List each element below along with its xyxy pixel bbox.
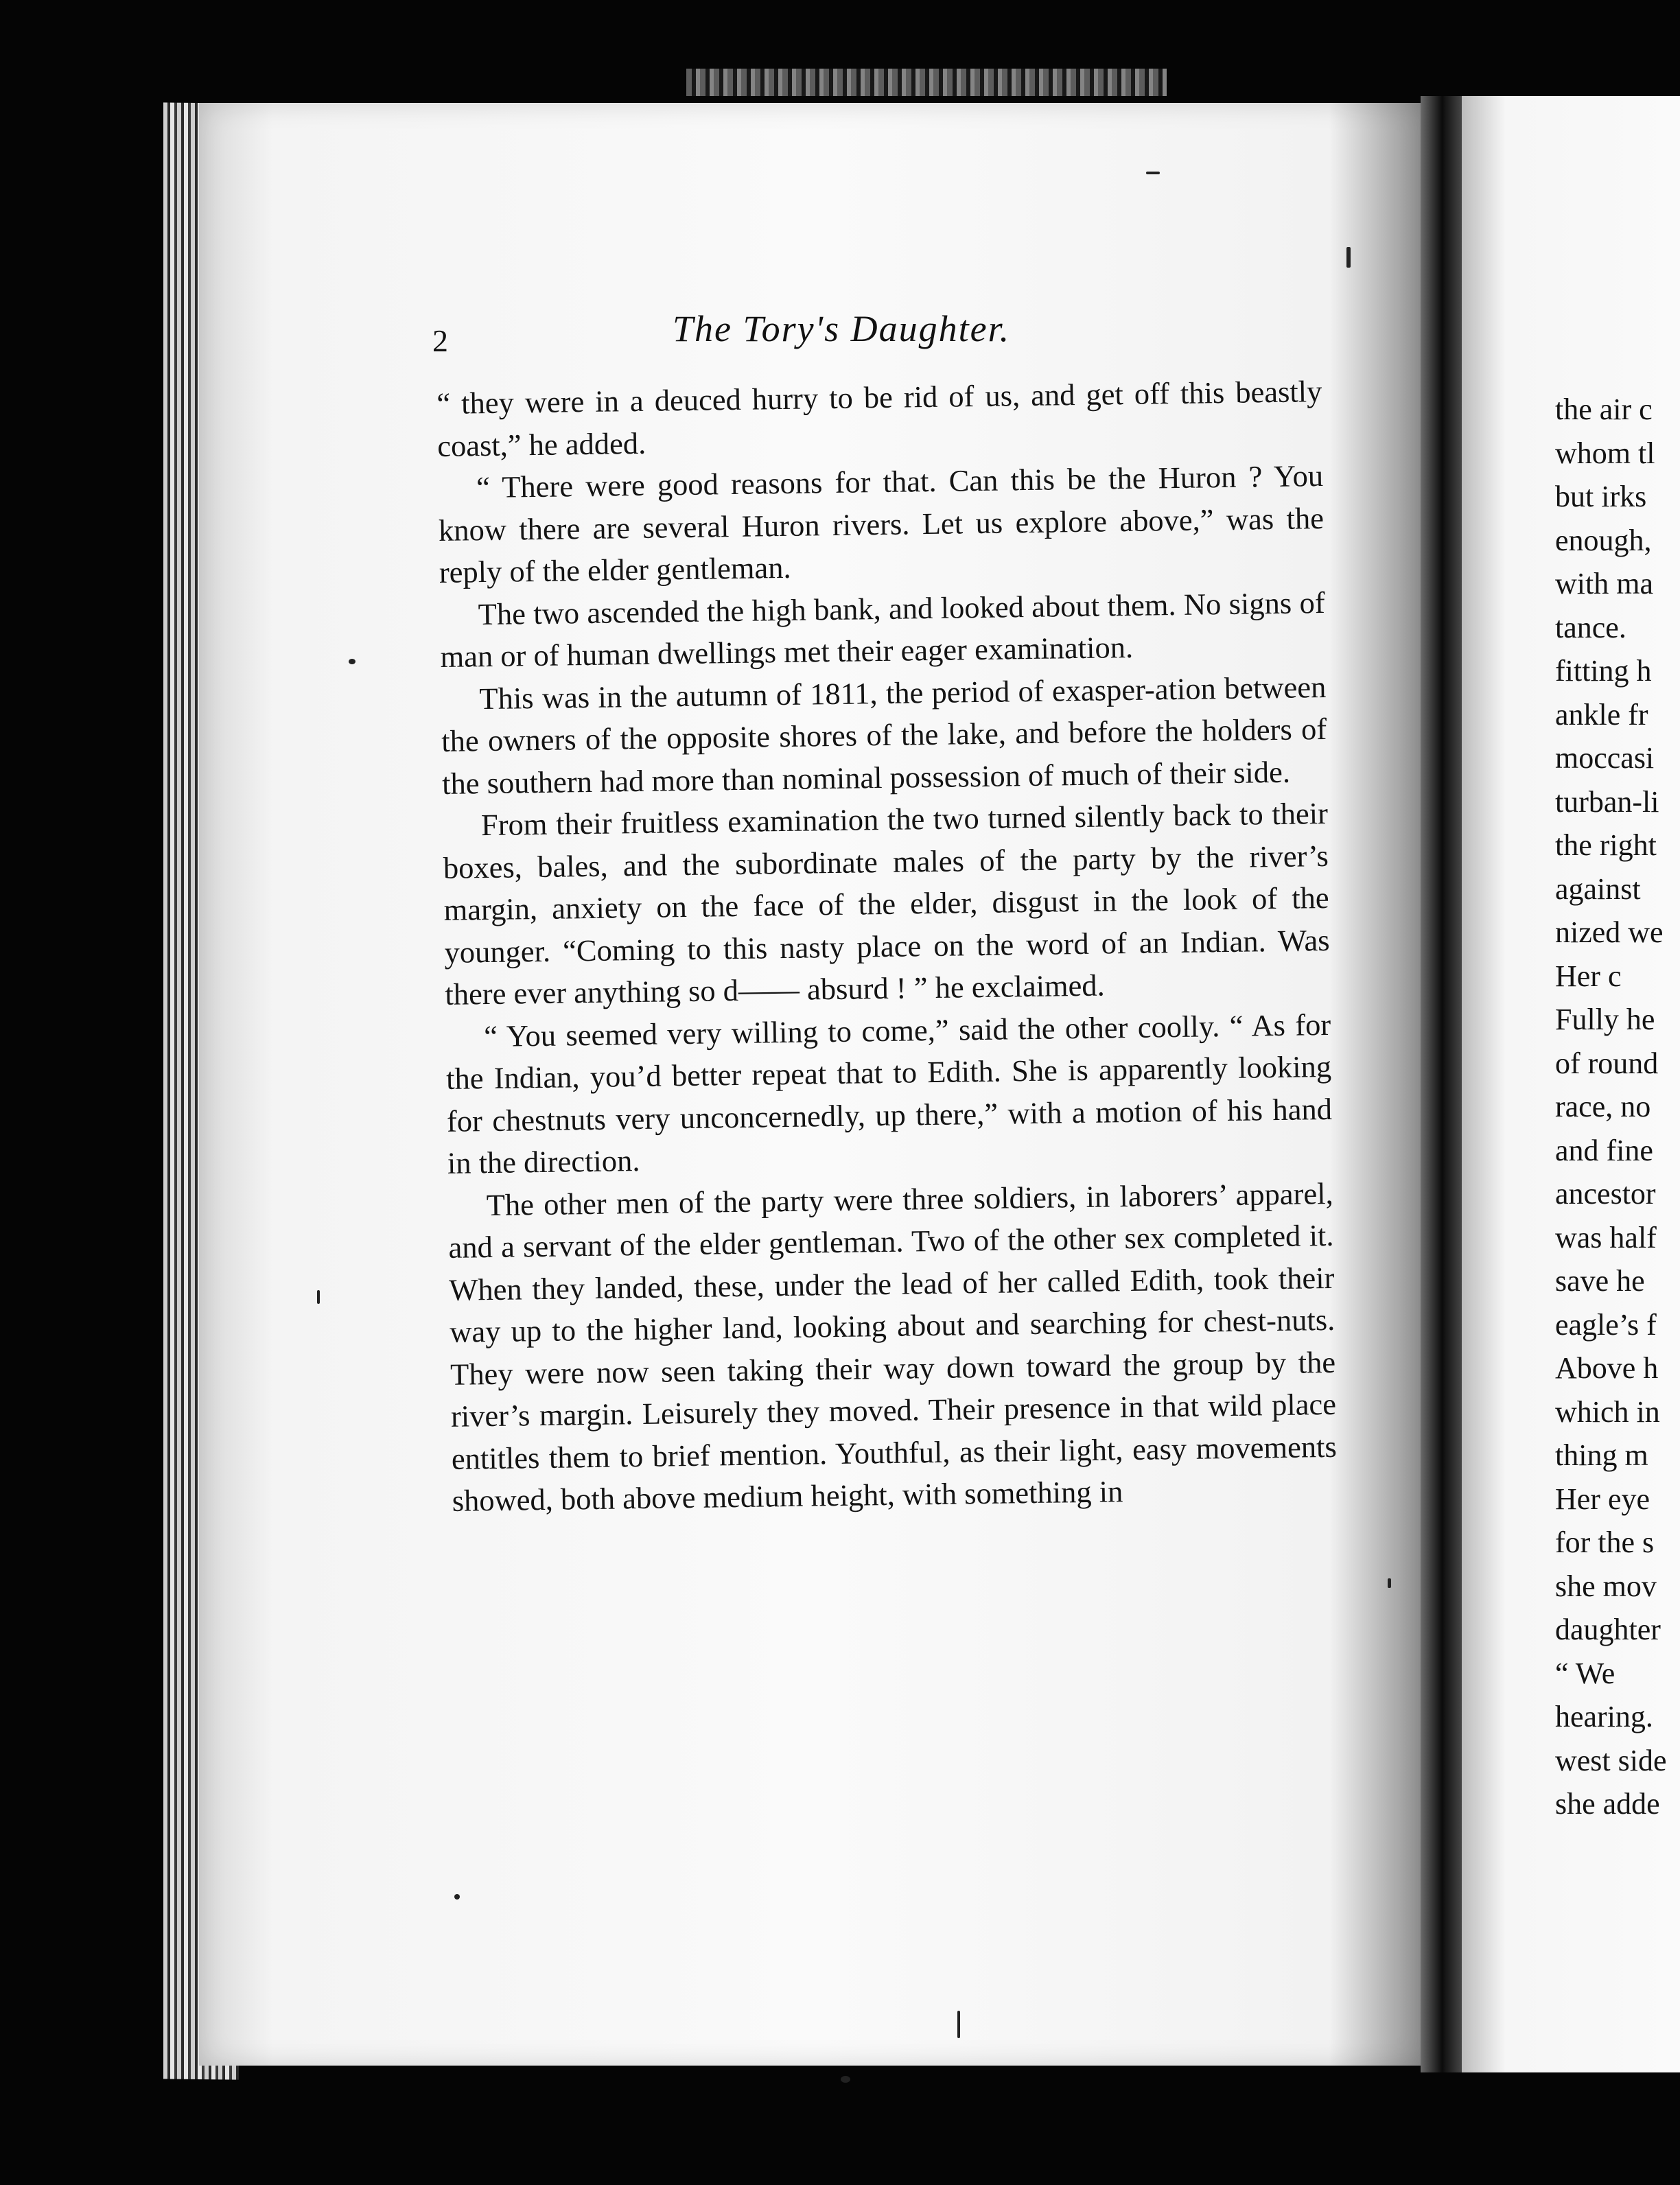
facing-line: turban-li (1555, 784, 1659, 819)
facing-line: ancestor (1555, 1177, 1656, 1211)
paragraph: This was in the autumn of 1811, the period of exasper-ation between the owners of the opposite shores of the lake, and before the holders of the southern had more than nominal possession of much of their side. (441, 669, 1327, 801)
facing-line: thing m (1555, 1438, 1648, 1472)
facing-line: hearing. (1555, 1700, 1653, 1733)
paragraph: “ There were good reasons for that. Can this be the Huron ? You know there are several Huron rivers. Let us explore above,” was the reply of the elder gentleman. (438, 458, 1325, 589)
facing-line: against (1555, 872, 1641, 906)
speck (957, 2011, 960, 2038)
facing-line: the air c (1555, 393, 1653, 426)
facing-line: race, no (1555, 1090, 1651, 1123)
facing-line: Her eye (1555, 1482, 1650, 1516)
facing-line: tance. (1555, 610, 1626, 644)
page-number: 2 (432, 323, 448, 358)
facing-line: the right (1555, 828, 1657, 862)
facing-line: moccasi (1555, 741, 1655, 775)
facing-line: whom tl (1555, 436, 1655, 470)
facing-line: of round (1555, 1046, 1659, 1080)
facing-line: was half (1555, 1220, 1657, 1254)
paragraph: From their fruitless examination the two turned silently back to their boxes, bales, and the subordinate males of the party by the river’s margin, anxiety on the face of the elder, disgust in the look of the younger. “Coming to this nasty place on the word of an Indian. Was there ever anything so d—— absurd ! ” he exclaimed. (443, 795, 1330, 1012)
facing-line: eagle’s f (1555, 1307, 1657, 1342)
page-top-edge (686, 69, 1167, 96)
facing-line: “ We (1555, 1656, 1615, 1690)
speck (841, 2076, 850, 2083)
speck (317, 1290, 320, 1304)
facing-line: daughter (1555, 1613, 1661, 1646)
facing-line: which in (1555, 1394, 1660, 1429)
facing-line: Her c (1555, 959, 1622, 993)
facing-line: west side (1555, 1743, 1667, 1777)
speck (1346, 247, 1351, 268)
running-head: The Tory's Daughter. (673, 308, 1011, 349)
facing-line: nized we (1555, 915, 1664, 949)
paragraph: “ You seemed very willing to come,” said the other coolly. “ As for the Indian, you’d better repeat that to Edith. She is apparently looking for chestnuts very unconcernedly, up there,” with a motion of his hand in the direction. (445, 1007, 1333, 1180)
facing-line: she mov (1555, 1569, 1657, 1603)
speck (1146, 172, 1160, 174)
speck (454, 1894, 460, 1900)
facing-line: enough, (1555, 523, 1652, 557)
speck (1388, 1578, 1391, 1588)
facing-line: fitting h (1555, 654, 1652, 688)
facing-line: but irks (1555, 480, 1647, 513)
facing-line: for the s (1555, 1526, 1655, 1559)
facing-line: with ma (1555, 567, 1653, 600)
facing-line: save he (1555, 1264, 1645, 1298)
facing-page-text (1555, 388, 1680, 1826)
facing-line: Above h (1555, 1351, 1659, 1385)
paragraph: The other men of the party were three soldiers, in laborers’ apparel, and a servant of the elder gentleman. Two of the other sex completed it. When they landed, these, under the lead of her called Edith, took their way up to the higher land, looking about and searching for chest-nuts. They were now seen taking their way down toward the group by the river’s margin. Leisurely they moved. Their presence in that wild place entitles them to brief mention. Youthful, as their light, easy movements showed, both above medium height, with something in (448, 1176, 1338, 1518)
facing-line: ankle fr (1555, 697, 1648, 732)
paragraph: The two ascended the high bank, and looked about them. No signs of man or of human dwellings met their eager examination. (440, 585, 1325, 674)
speck (349, 659, 355, 664)
body-text (436, 371, 1338, 1522)
paragraph: “ they were in a deuced hurry to be rid of us, and get off this beastly coast,” he added. (436, 373, 1322, 463)
facing-line: and fine (1555, 1133, 1653, 1167)
facing-line: Fully he (1555, 1003, 1655, 1036)
facing-line: she adde (1555, 1787, 1660, 1821)
